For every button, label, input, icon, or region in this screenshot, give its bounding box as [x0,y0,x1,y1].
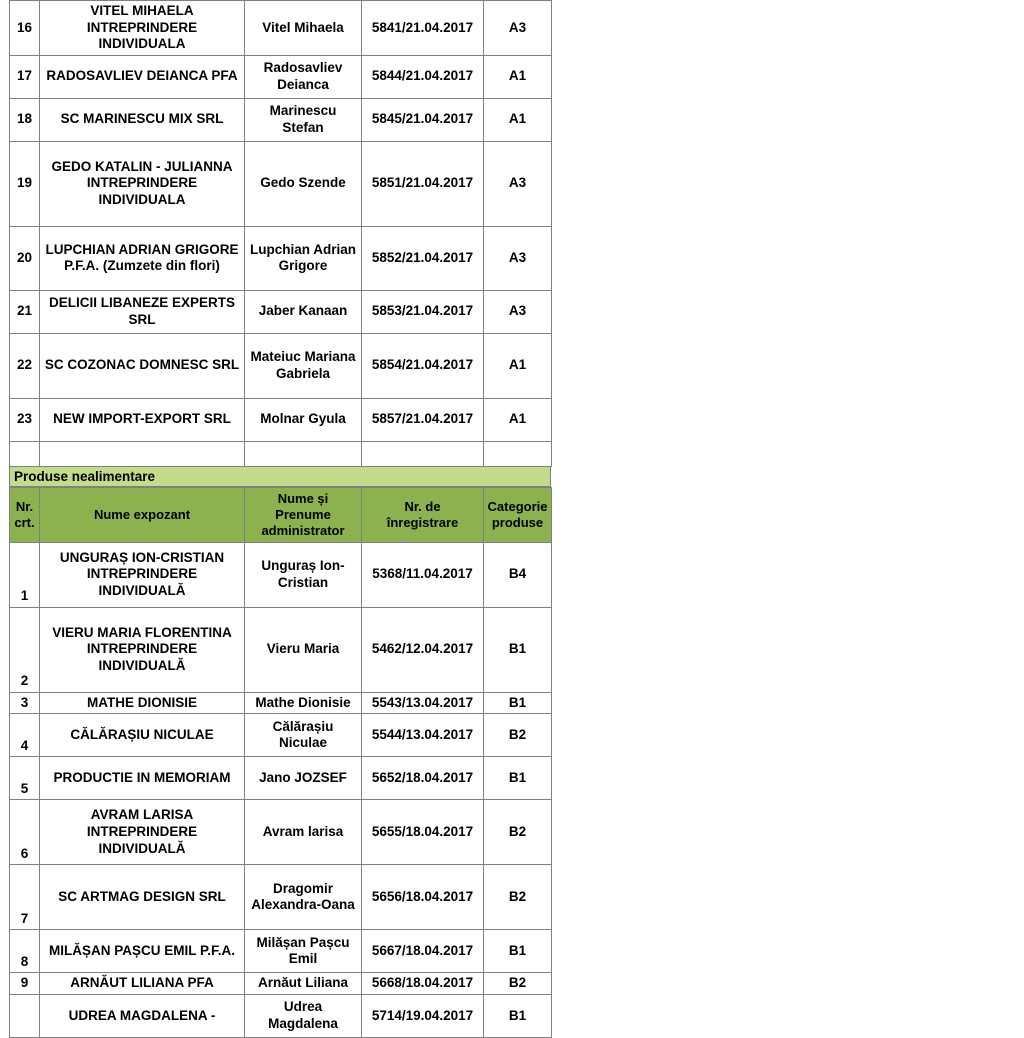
cell-nr: 6 [10,800,40,865]
cell-categorie: A1 [484,98,552,141]
header-line-3: administrator [261,522,345,538]
cell-inregistrare: 5852/21.04.2017 [362,226,484,290]
table-row [10,607,552,692]
header-line-2: produse [491,514,544,530]
cell-categorie: A1 [484,55,552,98]
cell-administrator [245,441,362,466]
cell-inregistrare: 5543/13.04.2017 [362,692,484,714]
header-line-2: crt. [14,514,35,530]
table-row [10,714,552,757]
cell-administrator: Marinescu Stefan [245,98,362,141]
table-row [10,55,552,98]
cell-administrator: Dragomir Alexandra-Oana [245,865,362,930]
cell-administrator: Gedo Szende [245,141,362,226]
cell-inregistrare: 5368/11.04.2017 [362,542,484,607]
cell-inregistrare: 5655/18.04.2017 [362,800,484,865]
cell-nr: 4 [10,714,40,757]
cell-categorie: B1 [484,994,552,1037]
table-row [10,994,552,1037]
cell-categorie: B4 [484,542,552,607]
cell-expozant: RADOSAVLIEV DEIANCA PFA [40,55,245,98]
cell-categorie: B1 [484,692,552,714]
cell-nr: 1 [10,542,40,607]
table-row [10,692,552,714]
cell-nr: 9 [10,973,40,995]
cell-administrator: Avram larisa [245,800,362,865]
cell-nr: 22 [10,333,40,398]
cell-administrator: Lupchian Adrian Grigore [245,226,362,290]
cell-inregistrare: 5544/13.04.2017 [362,714,484,757]
cell-administrator: Arnăut Liliana [245,973,362,995]
table-row [10,757,552,800]
cell-nr: 8 [10,930,40,973]
cell-administrator: Milășan Pașcu Emil [245,930,362,973]
column-header-administrator [245,487,362,542]
header-line-1: Nume și [277,490,329,506]
column-header-nume-expozant: Nume expozant [40,487,245,542]
cell-administrator: Vieru Maria [245,607,362,692]
cell-categorie: B2 [484,865,552,930]
table-header-row [10,487,552,542]
cell-inregistrare [362,441,484,466]
cell-expozant [40,441,245,466]
cell-categorie: B1 [484,930,552,973]
cell-categorie: A1 [484,398,552,441]
cell-nr [10,994,40,1037]
cell-nr: 3 [10,692,40,714]
cell-categorie: B1 [484,757,552,800]
cell-administrator: Jaber Kanaan [245,290,362,333]
cell-categorie: A3 [484,226,552,290]
cell-inregistrare: 5652/18.04.2017 [362,757,484,800]
spreadsheet-sheet [9,0,551,1038]
cell-inregistrare: 5841/21.04.2017 [362,1,484,56]
cell-categorie: A1 [484,333,552,398]
table-row [10,398,552,441]
cell-nr: 2 [10,607,40,692]
table-row-empty [10,441,552,466]
cell-expozant: AVRAM LARISA INTREPRINDERE INDIVIDUALĂ [40,800,245,865]
table-row [10,542,552,607]
cell-nr: 17 [10,55,40,98]
cell-categorie: A3 [484,1,552,56]
exhibitors-table-top [9,0,552,467]
cell-nr: 20 [10,226,40,290]
table-row [10,800,552,865]
cell-administrator: Mateiuc Mariana Gabriela [245,333,362,398]
cell-categorie: A3 [484,290,552,333]
cell-expozant: SC MARINESCU MIX SRL [40,98,245,141]
cell-categorie: B2 [484,800,552,865]
cell-expozant: GEDO KATALIN - JULIANNA INTREPRINDERE INDIVIDUALA [40,141,245,226]
cell-inregistrare: 5851/21.04.2017 [362,141,484,226]
header-line-1: Categorie [487,498,548,514]
cell-expozant: VIERU MARIA FLORENTINA INTREPRINDERE INDIVIDUALĂ [40,607,245,692]
table-row [10,973,552,995]
cell-categorie: A3 [484,141,552,226]
cell-inregistrare: 5857/21.04.2017 [362,398,484,441]
cell-inregistrare: 5462/12.04.2017 [362,607,484,692]
cell-expozant: LUPCHIAN ADRIAN GRIGORE P.F.A. (Zumzete din flori) [40,226,245,290]
cell-expozant: PRODUCTIE IN MEMORIAM [40,757,245,800]
column-header-categorie [484,487,552,542]
cell-expozant: SC COZONAC DOMNESC SRL [40,333,245,398]
cell-nr [10,441,40,466]
exhibitors-table-nonfood [9,487,552,1038]
column-header-nr-crt [10,487,40,542]
cell-categorie: B2 [484,714,552,757]
cell-expozant: MILĂȘAN PAȘCU EMIL P.F.A. [40,930,245,973]
cell-nr: 23 [10,398,40,441]
cell-inregistrare: 5667/18.04.2017 [362,930,484,973]
cell-administrator: Unguraș Ion-Cristian [245,542,362,607]
header-line-2: înregistrare [386,514,459,530]
column-header-inregistrare [362,487,484,542]
cell-expozant: NEW IMPORT-EXPORT SRL [40,398,245,441]
cell-inregistrare: 5656/18.04.2017 [362,865,484,930]
table-row [10,333,552,398]
cell-inregistrare: 5853/21.04.2017 [362,290,484,333]
table-row [10,1,552,56]
cell-nr: 19 [10,141,40,226]
cell-nr: 18 [10,98,40,141]
cell-nr: 21 [10,290,40,333]
cell-nr: 5 [10,757,40,800]
cell-inregistrare: 5845/21.04.2017 [362,98,484,141]
cell-expozant: CĂLĂRAȘIU NICULAE [40,714,245,757]
cell-inregistrare: 5668/18.04.2017 [362,973,484,995]
table-row [10,290,552,333]
cell-expozant: VITEL MIHAELA INTREPRINDERE INDIVIDUALA [40,1,245,56]
cell-administrator: Călărașiu Niculae [245,714,362,757]
table-row [10,98,552,141]
cell-expozant: DELICII LIBANEZE EXPERTS SRL [40,290,245,333]
cell-administrator: Radosavliev Deianca [245,55,362,98]
table-row [10,226,552,290]
cell-expozant: UDREA MAGDALENA - [40,994,245,1037]
cell-expozant: MATHE DIONISIE [40,692,245,714]
cell-expozant: UNGURAȘ ION-CRISTIAN INTREPRINDERE INDIVIDUALĂ [40,542,245,607]
table-row [10,141,552,226]
cell-categorie: B2 [484,973,552,995]
cell-administrator: Mathe Dionisie [245,692,362,714]
table-row [10,865,552,930]
cell-administrator: Udrea Magdalena [245,994,362,1037]
header-line-1: Nr. de [404,498,441,514]
cell-inregistrare: 5714/19.04.2017 [362,994,484,1037]
cell-nr: 16 [10,1,40,56]
header-line-1: Nr. [15,498,34,514]
cell-categorie [484,441,552,466]
cell-inregistrare: 5844/21.04.2017 [362,55,484,98]
cell-inregistrare: 5854/21.04.2017 [362,333,484,398]
cell-administrator: Vitel Mihaela [245,1,362,56]
cell-administrator: Molnar Gyula [245,398,362,441]
cell-expozant: SC ARTMAG DESIGN SRL [40,865,245,930]
cell-administrator: Jano JOZSEF [245,757,362,800]
cell-categorie: B1 [484,607,552,692]
section-banner-produse-nealimentare: Produse nealimentare [9,467,551,487]
cell-nr: 7 [10,865,40,930]
header-line-2: Prenume [275,506,331,522]
table-row [10,930,552,973]
cell-expozant: ARNĂUT LILIANA PFA [40,973,245,995]
